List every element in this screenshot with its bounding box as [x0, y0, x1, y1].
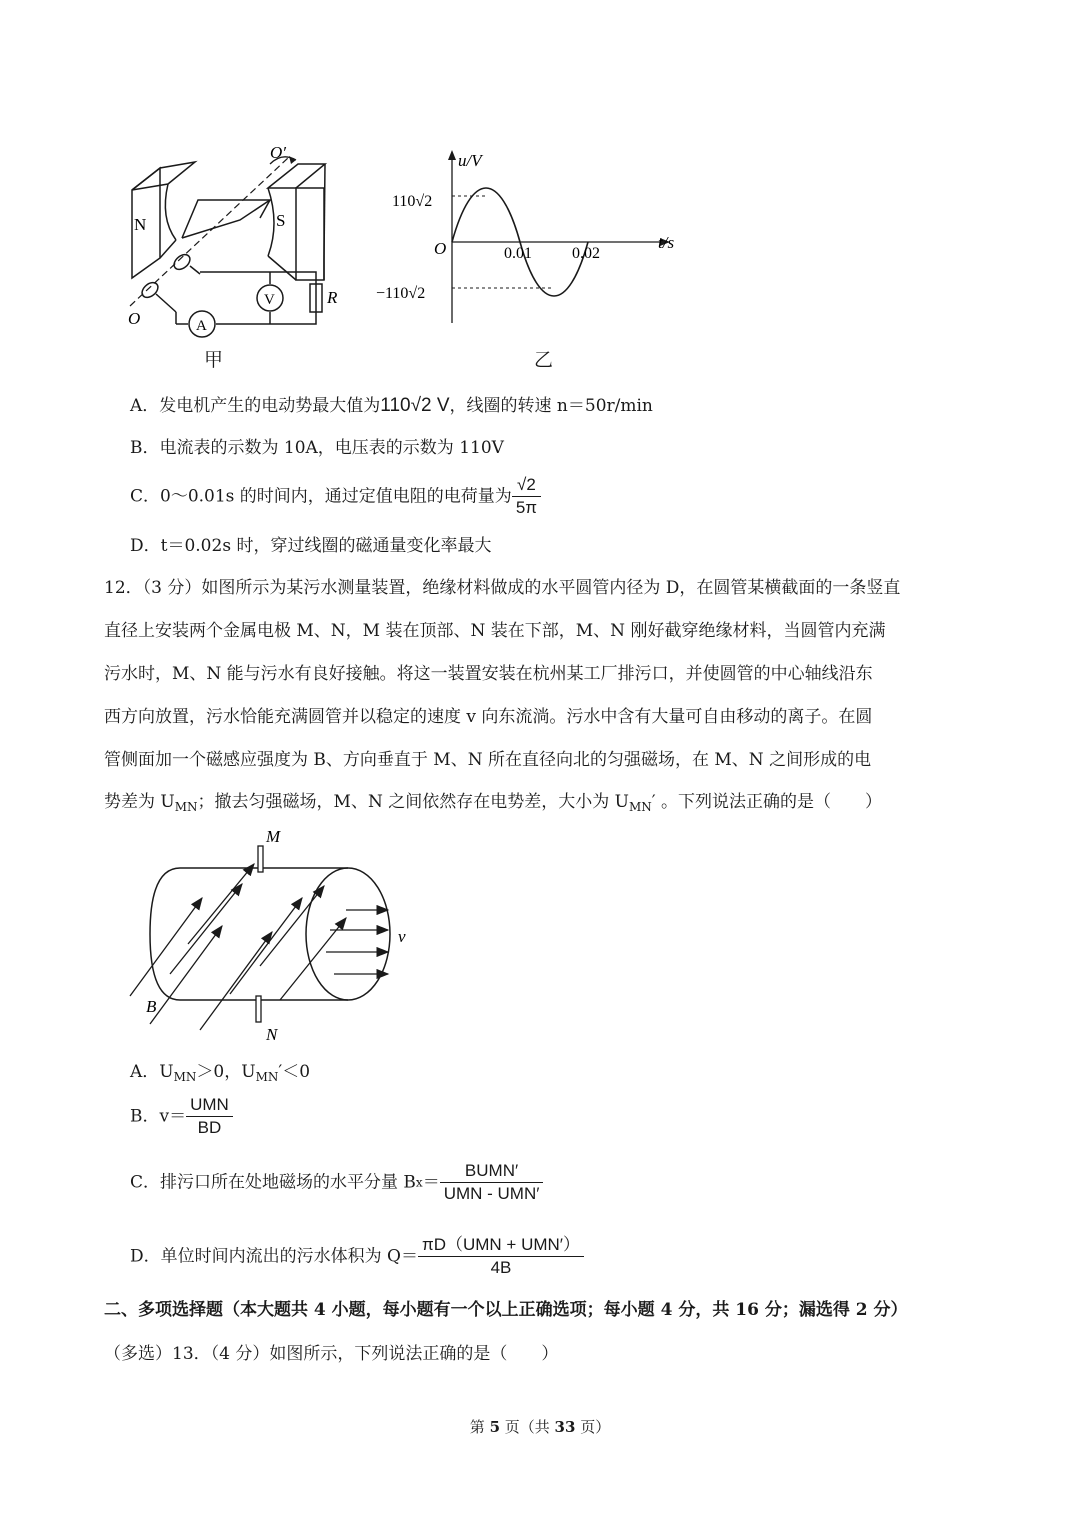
x-tick-1-label: 0.01: [504, 245, 532, 262]
page-total: 33: [554, 1418, 576, 1436]
velocity-arrows: [326, 910, 388, 974]
q11-option-b: B．电流表的示数为 10A，电压表的示数为 110V: [130, 438, 504, 458]
label-n-electrode: N: [266, 1025, 278, 1044]
q11-option-d: D．t＝0.02s 时，穿过线圈的磁通量变化率最大: [130, 536, 492, 556]
q13-stem: （多选）13．（4 分）如图所示，下列说法正确的是（ ）: [104, 1344, 559, 1364]
electrode-m: [258, 846, 263, 872]
label-n: N: [134, 215, 147, 234]
figure-pipe: [120, 824, 430, 1046]
magnetic-field-arrows: [130, 864, 346, 1030]
q12-option-d: D．单位时间内流出的污水体积为 Q＝ $\frac{\text{πD（UMN + UMN′）}}{4B}$: [130, 1234, 584, 1290]
label-resistor: R: [327, 288, 338, 307]
section-2-heading: 二、多项选择题（本大题共 4 小题，每小题有一个以上正确选项；每小题 4 分，共 16 分；漏选得 2 分）: [104, 1300, 908, 1320]
coil: [182, 200, 270, 238]
q12-line-5: 管侧面加一个磁感应强度为 B、方向垂直于 M、N 所在直径向北的匀强磁场，在 M、N 之间形成的电: [104, 750, 872, 770]
page-number: 5: [489, 1418, 500, 1436]
page-footer: 第 5 页（共 33 页）: [469, 1418, 611, 1436]
q11-option-a: A．发电机产生的电动势最大值为110√2 V，线圈的转速 n＝50r/min: [130, 395, 653, 416]
q12-line-3: 污水时，M、N 能与污水有良好接触。将这一装置安装在杭州某工厂排污口，并使圆管的中心轴线沿东: [104, 664, 873, 684]
caption-yi: 乙: [534, 349, 554, 371]
fraction: $\frac{\text{UMN}}{BD}$: [186, 1094, 233, 1139]
label-o-prime: O′: [270, 143, 286, 162]
label-b: B: [146, 997, 157, 1016]
q12-line-6: 势差为 $U_{MN}$；撤去匀强磁场，M、N 之间依然存在电势差，大小为 $U_{MN}'$ 。下列说法正确的是（ ）: [104, 792, 883, 814]
label-voltmeter: V: [264, 292, 275, 308]
emf-value: 110√2 V: [380, 395, 450, 416]
label-o: O: [128, 309, 141, 328]
q12-option-a: A．$U_{MN}>0$，$U_{MN}'<0$: [130, 1062, 311, 1084]
fraction: $\frac{\text{BUMN′}}{\text{UMN - UMN′}}$: [440, 1160, 544, 1205]
figure-sine-graph: [370, 148, 700, 328]
label-m: M: [266, 827, 281, 846]
x-tick-2-label: 0.02: [572, 245, 600, 262]
slip-rings: [139, 252, 200, 312]
rotation-axis: [130, 158, 288, 306]
caption-jia: 甲: [204, 349, 224, 371]
y-axis-label: u/V: [458, 151, 482, 170]
q12-line-4: 西方向放置，污水恰能充满圆管并以稳定的速度 v 向东流淌。污水中含有大量可自由移动的离子。在圆: [104, 707, 873, 727]
q12-line-1: 12．（3 分）如图所示为某污水测量装置，绝缘材料做成的水平圆管内径为 D，在圆管某横截面的一条竖直: [104, 578, 901, 598]
q12-option-b: B．v＝ $\frac{\text{UMN}}{BD}$: [130, 1094, 233, 1146]
x-axis-label: t/s: [658, 233, 675, 252]
y-max-label: 110√2: [392, 193, 433, 210]
q12-line-2: 直径上安装两个金属电极 M、N，M 装在顶部、N 装在下部，M、N 刚好截穿绝缘材料，当圆管内充满: [104, 621, 886, 641]
label-v: v: [398, 927, 406, 946]
label-ammeter: A: [196, 318, 207, 334]
fraction: $\frac{√2}{5\pi}$: [512, 474, 541, 519]
figure-generator: [120, 138, 340, 338]
q11-option-c: C．0～0.01s 的时间内，通过定值电阻的电荷量为 $\frac{√2}{5\pi}$: [130, 474, 541, 522]
label-s: S: [276, 211, 286, 230]
fraction: $\frac{\text{πD（UMN + UMN′）}}{4B}$: [418, 1234, 584, 1279]
y-min-label: −110√2: [376, 285, 426, 302]
q12-option-c: C．排污口所在处地磁场的水平分量 Bx＝ $\frac{\text{BUMN′}}{\text{UMN - UMN′}}$: [130, 1160, 543, 1216]
electrode-n: [256, 996, 261, 1022]
origin-label: O: [434, 239, 447, 258]
